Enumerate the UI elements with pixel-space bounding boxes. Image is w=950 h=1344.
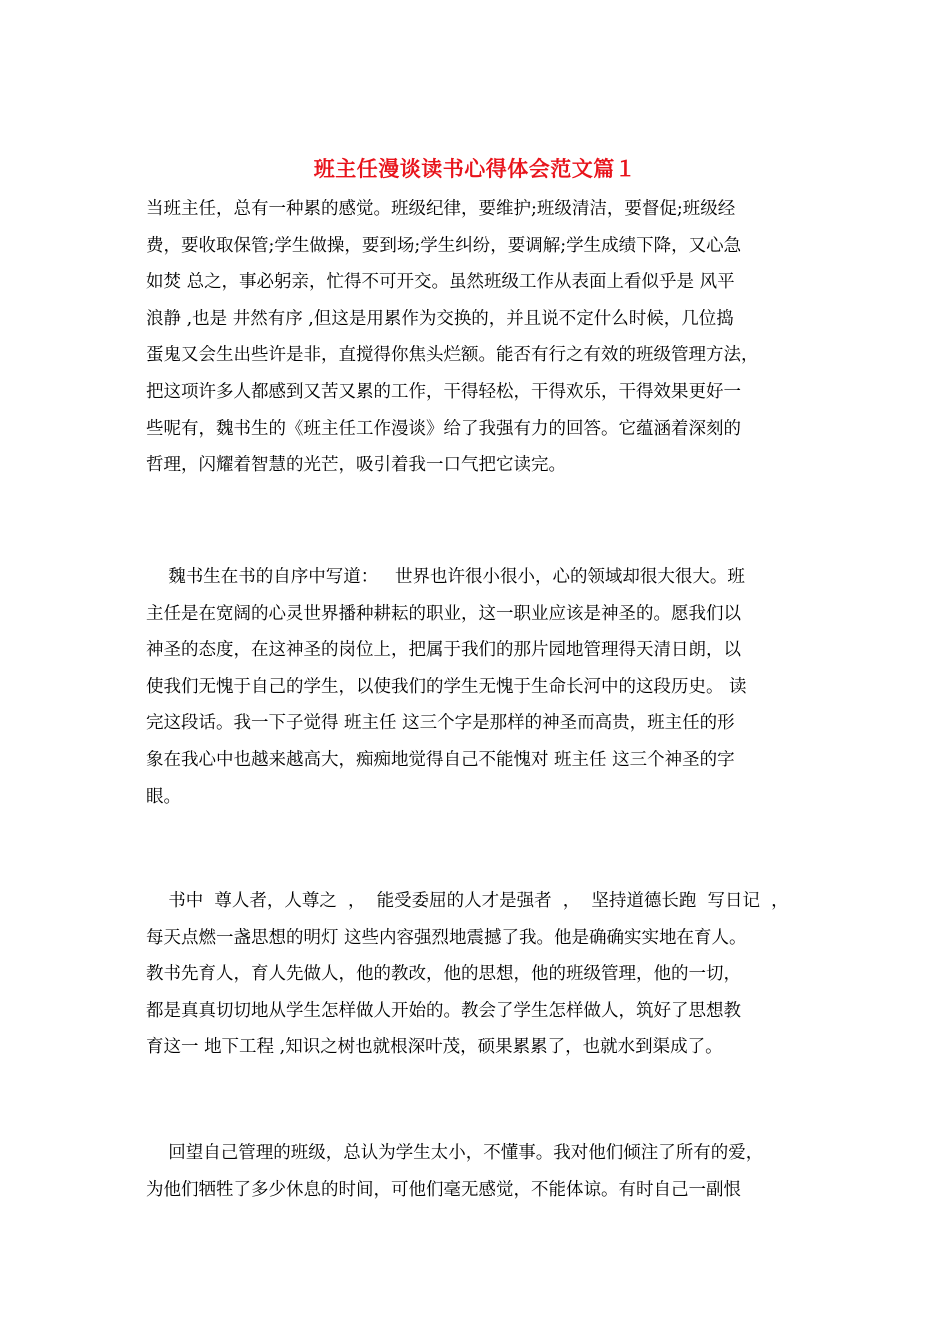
paragraph-line: 书中 尊人者，人尊之 ， 能受委屈的人才是强者 ， 坚持道德长跑 写日记 ， xyxy=(146,891,789,911)
paragraph-line: 育这一 地下工程 ,知识之树也就根深叶茂，硕果累累了，也就水到渠成了。 xyxy=(146,1037,723,1058)
paragraph-line: 魏书生在书的自序中写道： 世界也许很小很小，心的领域却很大很大。班 xyxy=(146,567,745,587)
paragraph-1 xyxy=(146,191,826,484)
paragraph-line: 浪静 ,也是 井然有序 ,但这是用累作为交换的，并且说不定什么时候，几位捣 xyxy=(146,308,734,329)
paragraph-line: 象在我心中也越来越高大，痴痴地觉得自己不能愧对 班主任 这三个神圣的字 xyxy=(146,749,735,770)
paragraph-2 xyxy=(146,559,826,815)
document-title: 班主任漫谈读书心得体会范文篇１ xyxy=(313,156,637,181)
paragraph-line: 些呢有，魏书生的《班主任工作漫谈》给了我强有力的回答。它蕴涵着深刻的 xyxy=(146,418,741,439)
paragraph-line: 为他们牺牲了多少休息的时间，可他们毫无感觉，不能体谅。有时自己一副恨 xyxy=(146,1179,741,1200)
paragraph-line: 主任是在宽阔的心灵世界播种耕耘的职业，这一职业应该是神圣的。愿我们以 xyxy=(146,603,741,624)
paragraph-line: 每天点燃一盏思想的明灯 这些内容强烈地震撼了我。他是确确实实地在育人。 xyxy=(146,927,747,948)
paragraph-line: 完这段话。我一下子觉得 班主任 这三个字是那样的神圣而高贵，班主任的形 xyxy=(146,713,735,734)
paragraph-line: 把这项许多人都感到又苦又累的工作，干得轻松，干得欢乐，干得效果更好一 xyxy=(146,381,741,402)
paragraph-line: 使我们无愧于自己的学生，以使我们的学生无愧于生命长河中的这段历史。 读 xyxy=(146,676,747,697)
paragraph-line: 都是真真切切地从学生怎样做人开始的。教会了学生怎样做人，筑好了思想教 xyxy=(146,1000,741,1021)
paragraph-line: 眼。 xyxy=(146,786,181,807)
paragraph-line: 费，要收取保管;学生做操，要到场;学生纠纷，要调解;学生成绩下降，又心急 xyxy=(146,235,742,256)
paragraph-line: 神圣的态度，在这神圣的岗位上，把属于我们的那片园地管理得天清日朗，以 xyxy=(146,640,741,661)
paragraph-4 xyxy=(146,1135,826,1208)
paragraph-line: 哲理，闪耀着智慧的光芒，吸引着我一口气把它读完。 xyxy=(146,455,566,476)
paragraph-3 xyxy=(146,883,826,1066)
paragraph-line: 回望自己管理的班级，总认为学生太小，不懂事。我对他们倾注了所有的爱， xyxy=(146,1143,764,1163)
paragraph-line: 当班主任，总有一种累的感觉。班级纪律，要维护;班级清洁，要督促;班级经 xyxy=(146,199,736,219)
paragraph-line: 如焚 总之，事必躬亲，忙得不可开交。虽然班级工作从表面上看似乎是 风平 xyxy=(146,272,735,293)
paragraph-line: 教书先育人，育人先做人，他的教改，他的思想，他的班级管理，他的一切， xyxy=(146,964,741,985)
paragraph-line: 蛋鬼又会生出些许是非，直搅得你焦头烂额。能否有行之有效的班级管理方法， xyxy=(146,345,759,366)
